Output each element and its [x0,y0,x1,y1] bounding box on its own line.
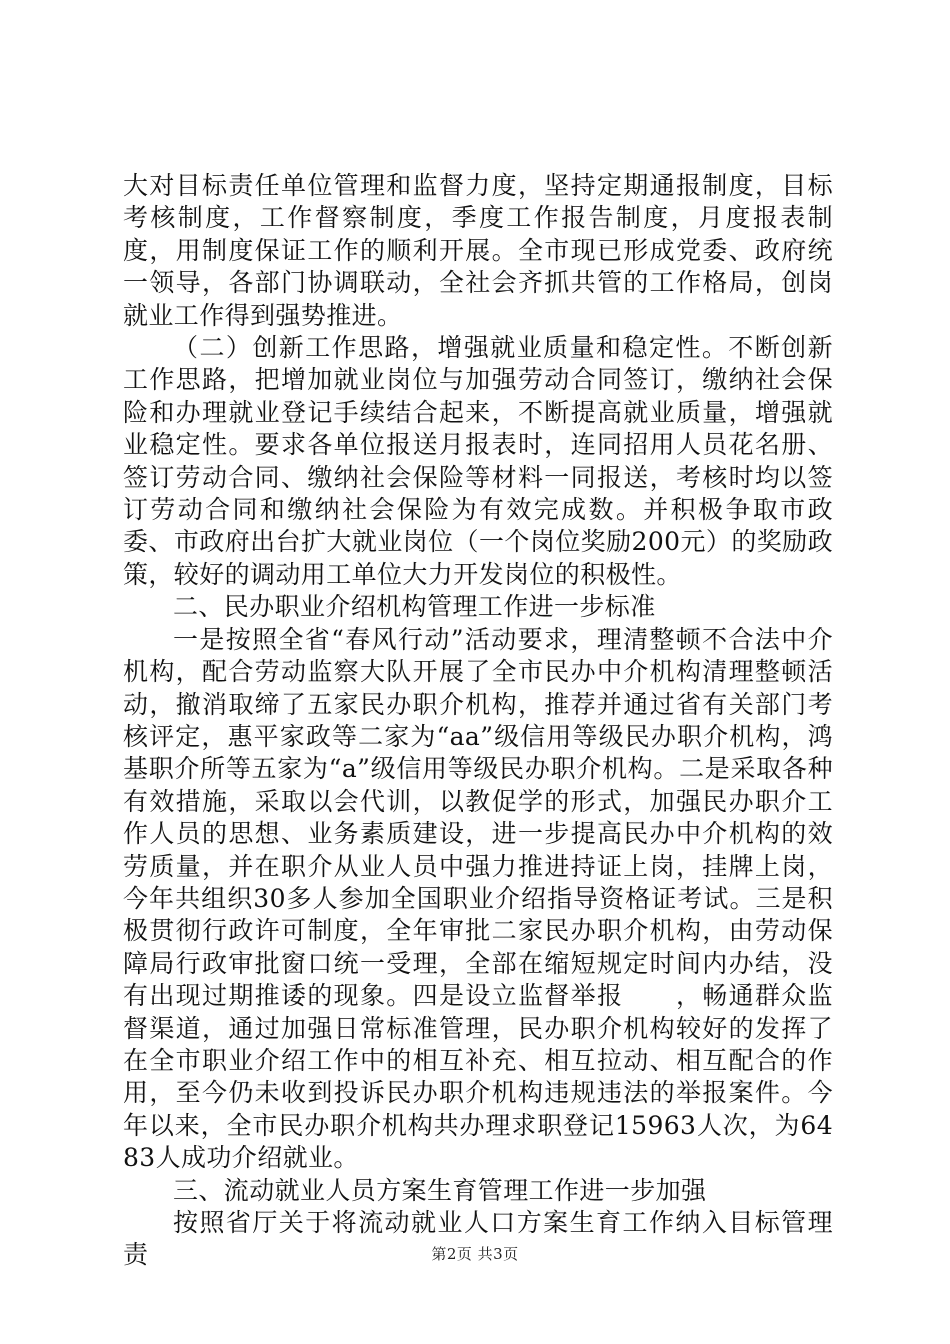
section-heading-private-agencies: 二、民办职业介绍机构管理工作进一步标准 [173,592,656,622]
paragraph-family-planning: 按照省厅关于将流动就业人口方案生育工作纳入目标管理责 [123,1208,833,1270]
section-heading-family-planning: 三、流动就业人员方案生育管理工作进一步加强 [173,1175,707,1205]
paragraph-private-agencies: 一是按照全省“春风行动”活动要求，理清整顿不合法中介机构，配合劳动监察大队开展了全市民办中介机构清理整顿活动，撤消取缔了五家民办职介机构，推荐并通过省有关部门考核评定，惠平家政等二家为“aa”级信用等级民办职介机构，鸿基职介所等五家为“a”级信用等级民办职介机构。二是采取各种有效措施，采取以会代训，以教促学的形式，加强民办职介工作人员的思想、业务素质建设，进一步提高民办中介机构的效劳质量，并在职介从业人员中强力推进持证上岗，挂牌上岗，今年共组织30多人参加全国职业介绍指导资格证考试。三是积极贯彻行政许可制度，全年审批二家民办职介机构，由劳动保障局行政审批窗口统一受理，全部在缩短规定时间内办结，没有出现过期推诿的现象。四是设立监督举报 ，畅通群众监督渠道，通过加强日常标准管理，民办职介机构较好的发挥了在全市职业介绍工作中的相互补充、相互拉动、相互配合的作用，至今仍未收到投诉民办职介机构违规违法的举报案件。今年以来，全市民办职介机构共办理求职登记15963人次，为6483人成功介绍就业。 [123,624,833,1173]
document-body [123,170,833,1272]
paragraph-innovation-ideas: （二）创新工作思路，增强就业质量和稳定性。不断创新工作思路，把增加就业岗位与加强劳动合同签订，缴纳社会保险和办理就业登记手续结合起来，不断提高就业质量，增强就业稳定性。要求各单位报送月报表时，连同招用人员花名册、签订劳动合同、缴纳社会保险等材料一同报送，考核时均以签订劳动合同和缴纳社会保险为有效完成数。并积极争取市政委、市政府出台扩大就业岗位（一个岗位奖励200元）的奖励政策，较好的调动用工单位大力开发岗位的积极性。 [123,333,833,589]
paragraph-target-responsibility: 大对目标责任单位管理和监督力度，坚持定期通报制度，目标考核制度，工作督察制度，季度工作报告制度，月度报表制度，用制度保证工作的顺利开展。全市现已形成党委、政府统一领导，各部门协调联动，全社会齐抓共管的工作格局，创岗就业工作得到强势推进。 [123,171,833,330]
page-footer: 第2页 共3页 [431,1245,519,1263]
